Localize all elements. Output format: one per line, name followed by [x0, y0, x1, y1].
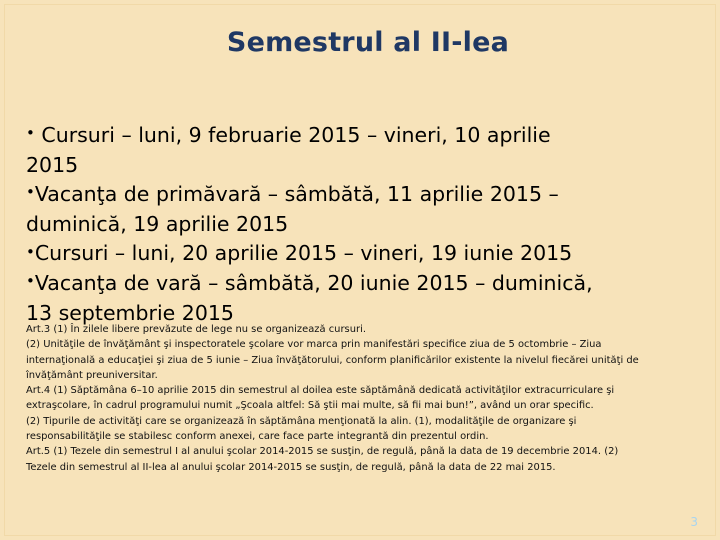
note-line: Art.5 (1) Tezele din semestrul I al anului şcolar 2014-2015 se susţin, de regulă, până la data de 19 decembrie 2014. (2) — [26, 446, 619, 458]
bullet-text: 13 septembrie 2015 — [26, 300, 234, 325]
note-line: Tezele din semestrul al II-lea al anului şcolar 2014-2015 se susţin, de regulă, până la data de 22 mai 2015. — [26, 461, 556, 473]
bullet-text: Cursuri – luni, 9 februarie 2015 – vineri, 10 aprilie — [41, 123, 551, 147]
bullet-icon: • — [26, 183, 35, 202]
page-number: 3 — [690, 515, 698, 529]
legal-notes — [26, 322, 704, 475]
note-line: extraşcolare, în cadrul programului numit „Şcoala altfel: Să ştii mai multe, să fii mai bun!”, având un orar specific. — [26, 400, 594, 412]
bullet-list — [26, 121, 706, 328]
note-line: responsabilităţile se stabilesc conform anexei, care face parte integrantă din prezentul ordin. — [26, 431, 489, 443]
bullet-text: Vacanţa de vară – sâmbătă, 20 iunie 2015 – duminică, — [34, 270, 593, 295]
bullet-text: 2015 — [26, 152, 79, 177]
bullet-icon: • — [26, 272, 35, 291]
bullet-text: Cursuri – luni, 20 aprilie 2015 – vineri, 19 iunie 2015 — [34, 241, 573, 266]
bullet-icon: • — [26, 242, 35, 261]
bullet-item — [26, 269, 706, 328]
note-line: (2) Unităţile de învăţământ şi inspectoratele şcolare vor marca prin manifestări specifice ziua de 5 octombrie – Ziua — [26, 339, 602, 351]
bullet-item — [26, 180, 706, 239]
bullet-icon: • — [26, 124, 35, 143]
bullet-text: Vacanţa de primăvară – sâmbătă, 11 aprilie 2015 – — [34, 182, 559, 207]
note-line: internaţională a educaţiei şi ziua de 5 iunie – Ziua învăţătorului, conform planificărilor existente la nivelul fiecărei unităţi de — [26, 354, 639, 366]
note-line: învăţământ preuniversitar. — [26, 369, 158, 381]
note-line: (2) Tipurile de activităţi care se organizează în săptămâna menţionată la alin. (1), modalităţile de organizare şi — [26, 415, 577, 427]
slide-title: Semestrul al II-lea — [226, 27, 510, 58]
bullet-text: duminică, 19 aprilie 2015 — [26, 211, 289, 236]
bullet-item — [26, 239, 706, 269]
note-line: Art.4 (1) Săptămâna 6–10 aprilie 2015 din semestrul al doilea este săptămână dedicată activităţilor extracurriculare şi — [26, 385, 615, 397]
bullet-item — [26, 121, 706, 180]
note-line: Art.3 (1) În zilele libere prevăzute de lege nu se organizează cursuri. — [26, 324, 366, 335]
